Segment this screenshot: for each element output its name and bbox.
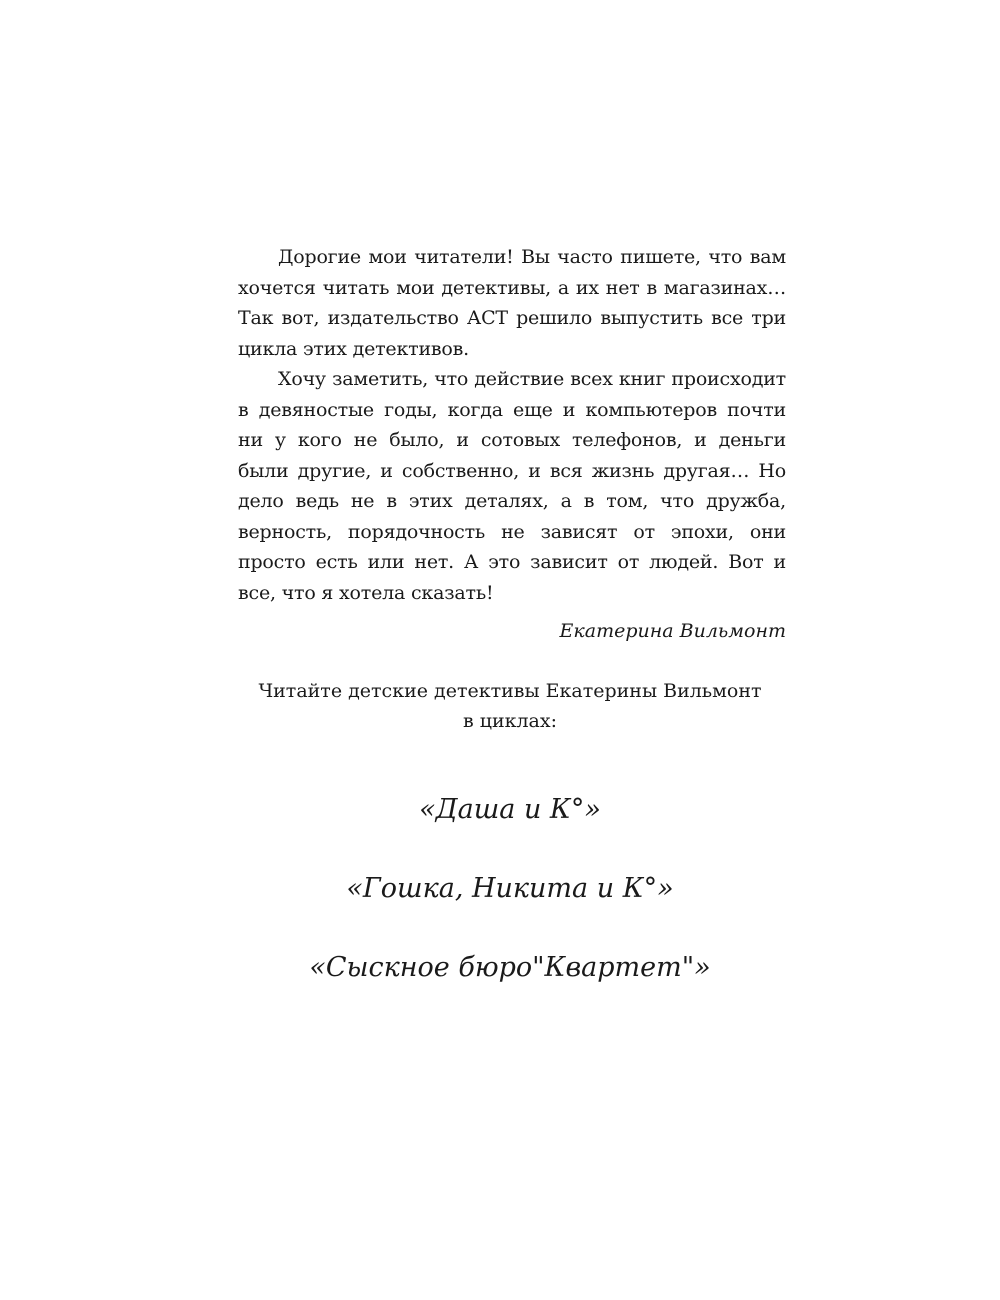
invitation-line-2: в циклах:	[462, 710, 557, 732]
series-invitation	[200, 676, 820, 736]
letter-paragraph-1: Дорогие мои читатели! Вы часто пишете, что вам хочется читать мои детективы, а их нет в магазинах… Так вот, издательство АСТ решило выпустить все три цикла этих детективов.	[238, 246, 786, 360]
series-title-goshka-nikita: «Гошка, Никита и К°»	[346, 873, 674, 904]
author-letter	[238, 242, 786, 646]
series-title-kvartet: «Сыскное бюро"Квартет"»	[309, 952, 711, 983]
series-title-dasha: «Даша и К°»	[419, 794, 601, 825]
author-signature: Екатерина Вильмонт	[559, 620, 786, 642]
letter-paragraph-2: Хочу заметить, что действие всех книг происходит в девяностые годы, когда еще и компьютеров почти ни у кого не было, и сотовых телефонов, и деньги были другие, и собственно, и вся жизнь другая… Но дело ведь не в этих деталях, а в том, что дружба, верность, порядочность не зависят от эпохи, они просто есть или нет. А это зависит от людей. Вот и все, что я хотела сказать!	[238, 368, 786, 604]
invitation-line-1: Читайте детские детективы Екатерины Вильмонт	[258, 680, 762, 702]
